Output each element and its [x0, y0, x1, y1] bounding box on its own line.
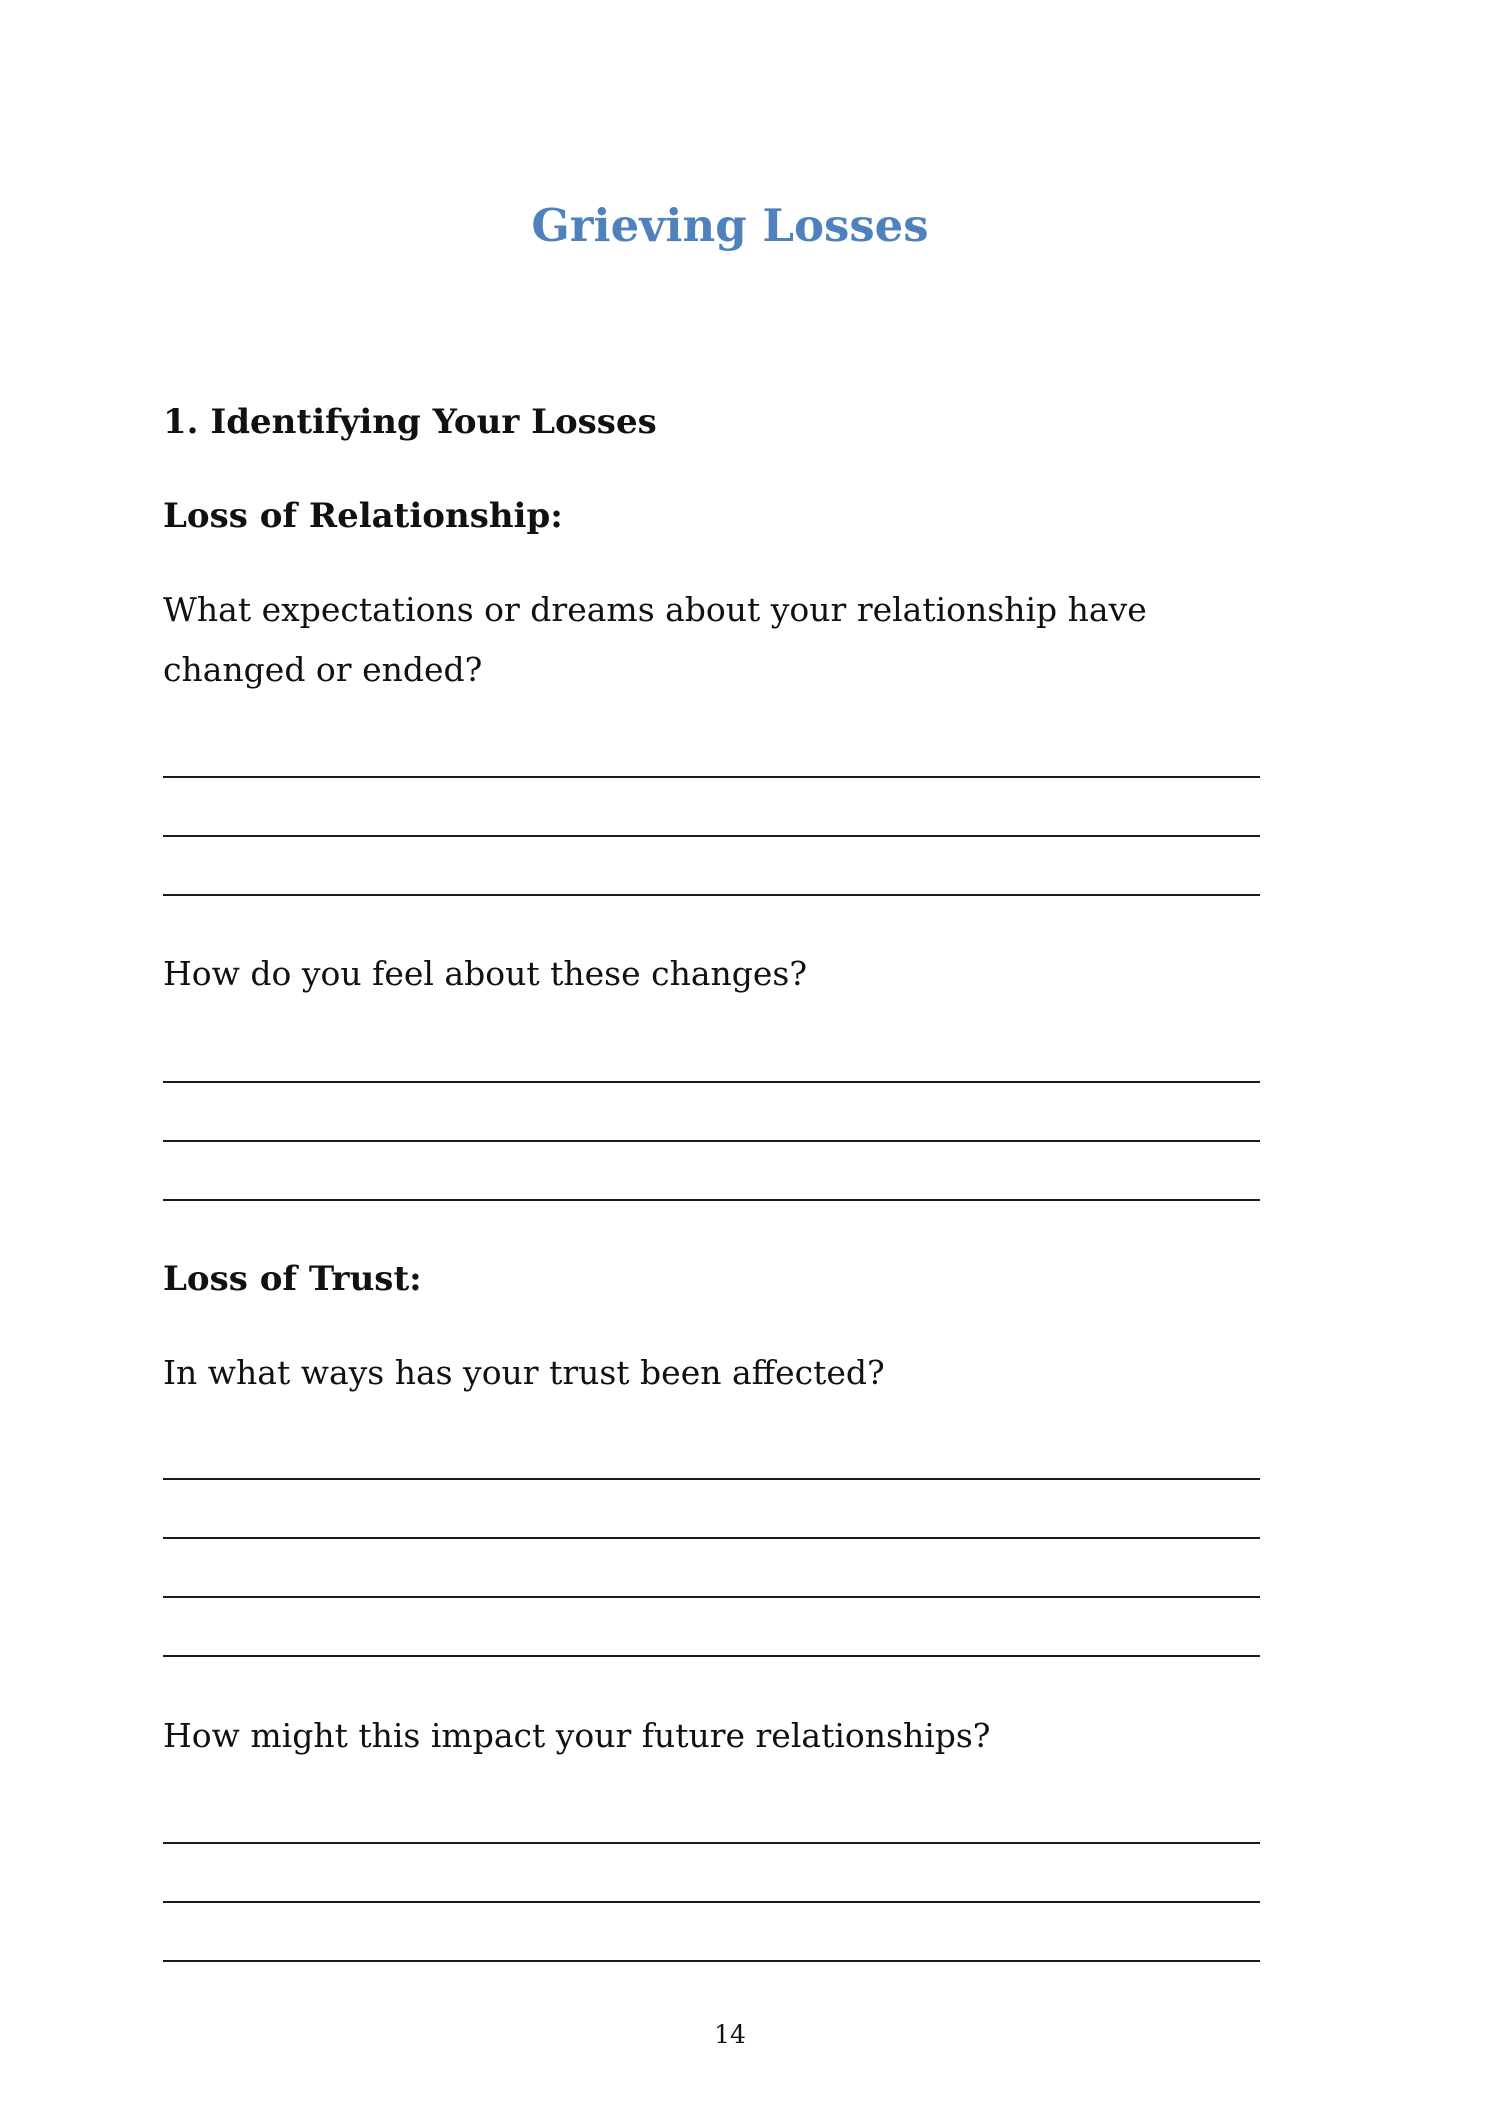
answer-line[interactable] [163, 1081, 1260, 1083]
answer-line[interactable] [163, 1537, 1260, 1539]
question-feelings: How do you feel about these changes? [163, 954, 808, 993]
answer-line[interactable] [163, 1655, 1260, 1657]
question-expectations: What expectations or dreams about your relationship have changed or ended? [163, 590, 1147, 689]
answer-line[interactable] [163, 776, 1260, 778]
answer-line[interactable] [163, 1596, 1260, 1598]
page-title: Grieving Losses [531, 199, 929, 252]
section-heading: 1. Identifying Your Losses [163, 402, 657, 442]
answer-line[interactable] [163, 835, 1260, 837]
answer-line[interactable] [163, 1478, 1260, 1480]
question-trust-affected: In what ways has your trust been affected? [163, 1353, 885, 1392]
page-number: 14 [714, 2020, 746, 2049]
answer-line[interactable] [163, 1901, 1260, 1903]
subsection-heading-trust: Loss of Trust: [163, 1259, 422, 1299]
answer-line[interactable] [163, 894, 1260, 896]
answer-line[interactable] [163, 1140, 1260, 1142]
answer-line[interactable] [163, 1842, 1260, 1844]
question-future-impact: How might this impact your future relationships? [163, 1716, 991, 1755]
answer-line[interactable] [163, 1199, 1260, 1201]
answer-line[interactable] [163, 1960, 1260, 1962]
subsection-heading-relationship: Loss of Relationship: [163, 496, 563, 536]
